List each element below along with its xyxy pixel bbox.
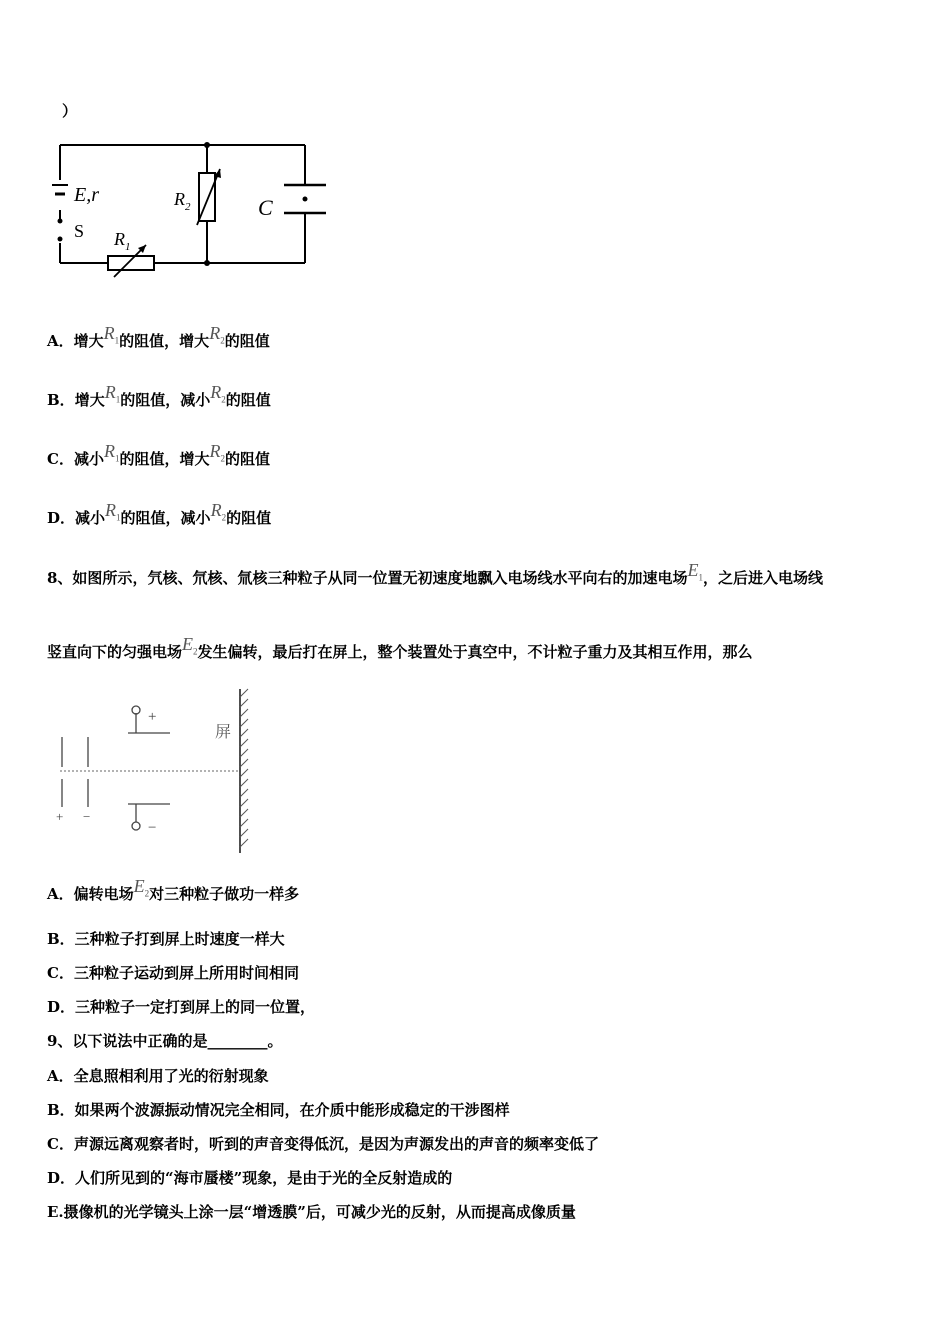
label-r1: [113, 229, 131, 253]
symbol-r1: $R_1$: [103, 323, 120, 346]
plus-sign-top: +: [148, 709, 157, 725]
q9-option-d: D．人们所见到的“海市蜃楼”现象，是由于光的全反射造成的: [47, 1169, 453, 1187]
label-s: S: [74, 221, 85, 241]
deflection-diagram: [50, 685, 260, 857]
q9-stem: 9、以下说法中正确的是________。: [47, 1032, 283, 1050]
symbol-e2: $E_2$: [133, 876, 150, 899]
q7-option-a: A．增大$R_1$的阻值，增大$R_2$的阻值: [47, 323, 270, 350]
q8-option-a: A．偏转电场$E_2$对三种粒子做功一样多: [47, 876, 300, 903]
q9-option-e: E.摄像机的光学镜头上涂一层“增透膜”后，可减少光的反射，从而提高成像质量: [47, 1203, 576, 1221]
plus-sign-left: +: [56, 809, 64, 824]
symbol-e1: $E_1$: [687, 560, 703, 583]
minus-sign-left: −: [83, 809, 91, 824]
label-c: C: [258, 195, 273, 220]
q8-option-b: B．三种粒子打到屏上时速度一样大: [47, 930, 285, 948]
minus-sign-bottom: −: [148, 820, 157, 836]
label-r2: [173, 189, 191, 213]
symbol-r2: $R_2$: [209, 441, 225, 464]
q9-option-b: B．如果两个波源振动情况完全相同，在介质中能形成稳定的干涉图样: [47, 1101, 510, 1119]
symbol-r1: $R_1$: [103, 441, 120, 464]
label-r2-sub: 2: [185, 201, 191, 213]
q7-option-b: B．增大$R_1$的阻值，减小$R_2$的阻值: [47, 382, 271, 409]
symbol-r2: $R_2$: [209, 323, 225, 346]
label-er: E,r: [74, 184, 99, 206]
symbol-e2: $E_2$: [182, 634, 198, 657]
circuit-diagram: [40, 135, 340, 280]
q9-option-c: C．声源远离观察者时，听到的声音变得低沉，是因为声源发出的声音的频率变低了: [47, 1135, 599, 1153]
q8-stem-line1: 8、如图所示，氕核、氘核、氚核三种粒子从同一位置无初速度地飘入电场线水平向右的加速电场$E_1$，之后进入电场线: [47, 560, 823, 587]
symbol-r2: $R_2$: [210, 500, 227, 523]
symbol-r2: $R_2$: [210, 382, 226, 405]
q7-option-c: C．减小$R_1$的阻值，增大$R_2$的阻值: [47, 441, 271, 468]
q8-option-c: C．三种粒子运动到屏上所用时间相同: [47, 964, 299, 982]
q7-option-d: D．减小$R_1$的阻值，减小$R_2$的阻值: [47, 500, 272, 527]
q9-option-a: A．全息照相利用了光的衍射现象: [47, 1067, 269, 1085]
q8-option-d: D．三种粒子一定打到屏上的同一位置，: [47, 998, 316, 1016]
label-r1-letter: R: [114, 229, 125, 249]
label-r2-letter: R: [174, 189, 185, 209]
label-r1-sub: 1: [125, 241, 131, 253]
question-stem-tail: ）: [62, 102, 78, 120]
screen-label: 屏: [215, 724, 232, 741]
symbol-r1: $R_1$: [104, 382, 121, 405]
q8-stem-line2: 竖直向下的匀强电场$E_2$发生偏转，最后打在屏上，整个装置处于真空中，不计粒子重力及其相互作用，那么: [47, 634, 753, 661]
symbol-r1: $R_1$: [105, 500, 121, 523]
